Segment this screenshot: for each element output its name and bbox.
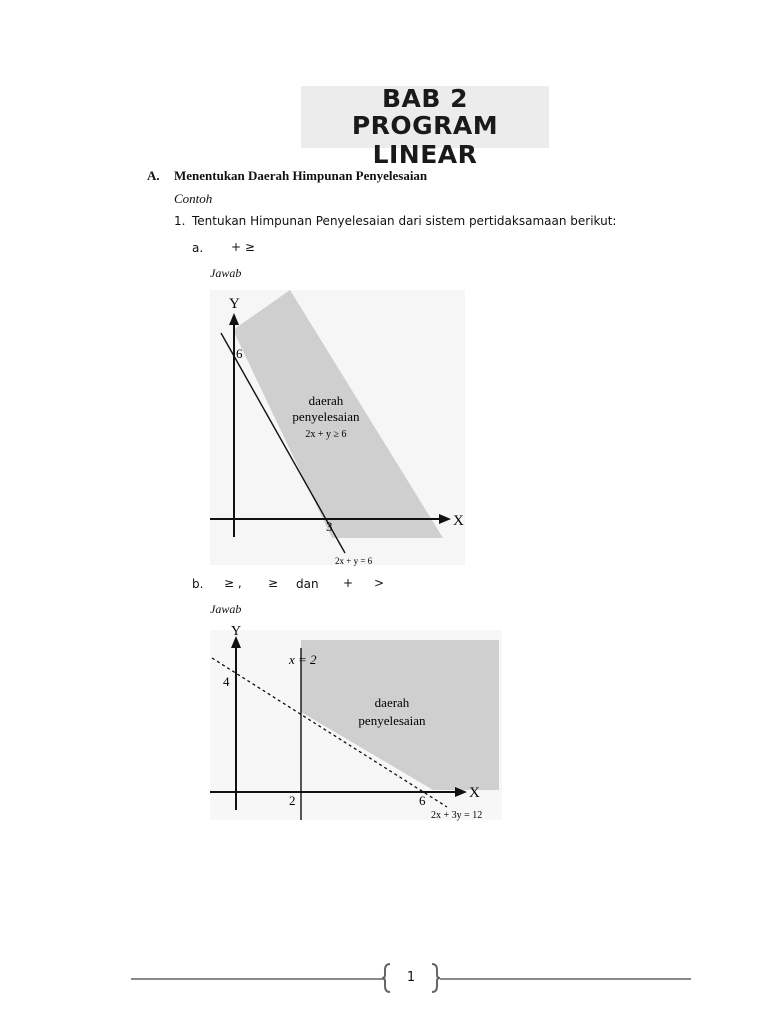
example-label: Contoh [174, 191, 213, 206]
graph-b-line-label: 2x + 3y = 12 [431, 810, 483, 821]
section-label: A. [147, 168, 160, 183]
graph-a-region-label-2: penyelesaian [292, 409, 360, 424]
footer-rule-right [440, 978, 691, 980]
part-a-symbols: + ≥ [231, 240, 255, 254]
question-text: Tentukan Himpunan Penyelesaian dari sistem pertidaksamaan berikut: [192, 214, 617, 228]
part-a-label: a. [192, 241, 204, 255]
part-b-symbols-2: ≥ [268, 576, 279, 590]
graph-a-x-intercept: 3 [326, 519, 333, 534]
part-b-conjunction: dan [296, 577, 319, 591]
part-b-answer-label: Jawab [210, 602, 242, 616]
graph-b-region-label-2: penyelesaian [358, 713, 426, 728]
question-number: 1. [174, 214, 186, 228]
graph-b-x-tick-6: 6 [419, 793, 426, 808]
graph-b-vertical-line-label: x = 2 [289, 652, 317, 667]
part-a-answer-label: Jawab [210, 266, 242, 280]
graph-a-region-inequality: 2x + y ≥ 6 [305, 429, 347, 440]
graph-a-x-label: X [453, 513, 464, 529]
chapter-title: BAB 2 [381, 84, 469, 113]
graph-b-x-tick-2: 2 [289, 793, 296, 808]
part-b-symbols-3: + [343, 576, 354, 590]
part-b-symbols-4: > [374, 576, 385, 590]
graph-a-region-label-1: daerah [308, 393, 344, 408]
graph-a-y-label: Y [229, 296, 240, 312]
graph-b-y-intercept: 4 [223, 674, 230, 689]
graph-b [205, 620, 505, 825]
graph-a [205, 285, 475, 570]
page-number: 1 [406, 970, 416, 985]
part-b-symbols-1: ≥ , [224, 576, 242, 590]
graph-b-region-label-1: daerah [374, 695, 410, 710]
part-b-label: b. [192, 577, 204, 591]
graph-a-y-intercept: 6 [236, 346, 243, 361]
chapter-subtitle: PROGRAM LINEAR [351, 111, 499, 169]
footer-rule-left [131, 978, 384, 980]
graph-b-x-label: X [469, 785, 480, 801]
graph-a-line-label: 2x + y = 6 [335, 556, 373, 566]
section-heading: Menentukan Daerah Himpunan Penyelesaian [174, 168, 428, 183]
graph-b-y-label: Y [231, 624, 242, 639]
